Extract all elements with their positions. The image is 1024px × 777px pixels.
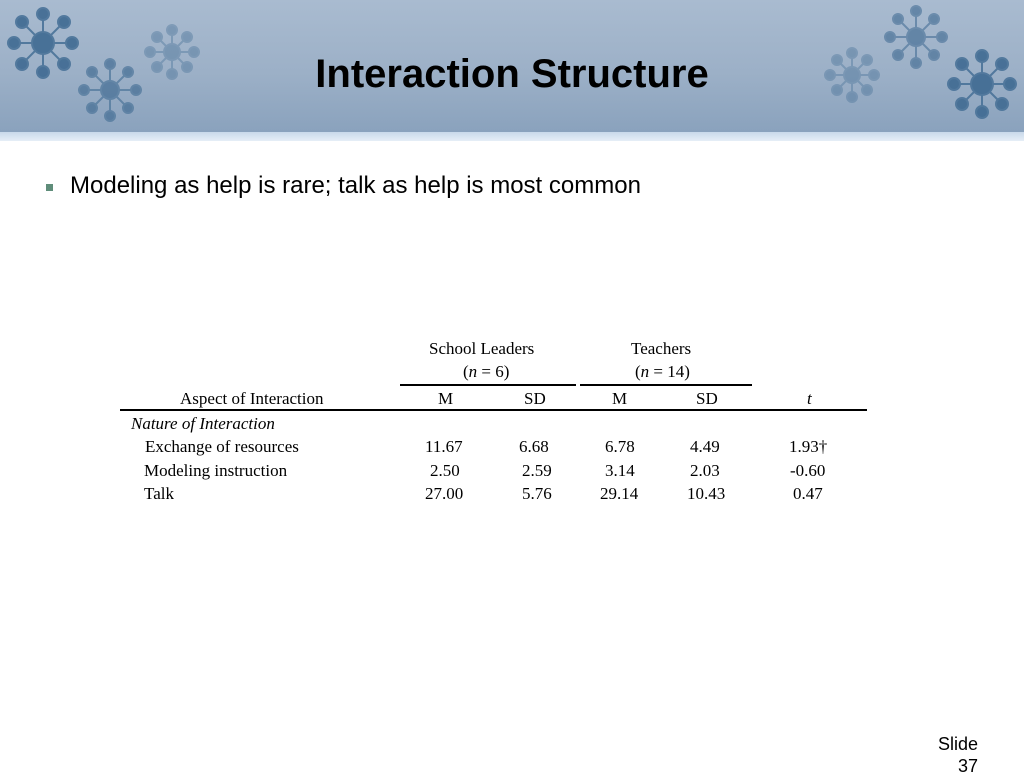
cell-sl-sd: 5.76 — [522, 484, 552, 503]
cell-t-sd: 4.49 — [690, 437, 720, 456]
cell-t-m: 29.14 — [600, 484, 639, 503]
slide-label: Slide — [937, 734, 978, 754]
row-label: Talk — [144, 484, 174, 503]
rule-teachers — [580, 384, 752, 386]
cell-t: 1.93† — [789, 437, 828, 456]
col-header-aspect: Aspect of Interaction — [180, 389, 324, 408]
slide-number: 37 — [957, 756, 978, 776]
group-header-school-leaders: School Leaders — [429, 339, 535, 358]
col-header-sl-m: M — [438, 389, 454, 408]
bullet-text: Modeling as help is rare; talk as help is most common — [70, 172, 641, 199]
cell-t-sd: 10.43 — [687, 484, 726, 503]
row-label: Modeling instruction — [144, 461, 288, 480]
col-header-t-m: M — [612, 389, 628, 408]
rule-school-leaders — [400, 384, 576, 386]
col-header-t-sd: SD — [696, 389, 718, 408]
rule-header-bottom — [120, 409, 867, 411]
cell-t-m: 3.14 — [605, 461, 635, 480]
col-header-sl-sd: SD — [524, 389, 546, 408]
group-header-teachers: Teachers — [631, 339, 692, 358]
cell-t: 0.47 — [793, 484, 823, 503]
cell-t-m: 6.78 — [605, 437, 635, 456]
col-header-t: t — [807, 389, 812, 408]
row-label: Exchange of resources — [145, 437, 299, 456]
slide-title: Interaction Structure — [315, 52, 709, 96]
cell-sl-m: 27.00 — [425, 484, 464, 503]
group-n-school-leaders: (n = 6) — [463, 362, 510, 381]
cell-t: -0.60 — [790, 461, 826, 480]
cell-sl-sd: 6.68 — [519, 437, 549, 456]
cell-sl-m: 11.67 — [425, 437, 463, 456]
cell-sl-m: 2.50 — [430, 461, 460, 480]
section-label: Nature of Interaction — [131, 414, 275, 433]
cell-t-sd: 2.03 — [690, 461, 720, 480]
slide-footer — [938, 733, 978, 777]
cell-sl-sd: 2.59 — [522, 461, 552, 480]
group-n-teachers: (n = 14) — [635, 362, 690, 381]
